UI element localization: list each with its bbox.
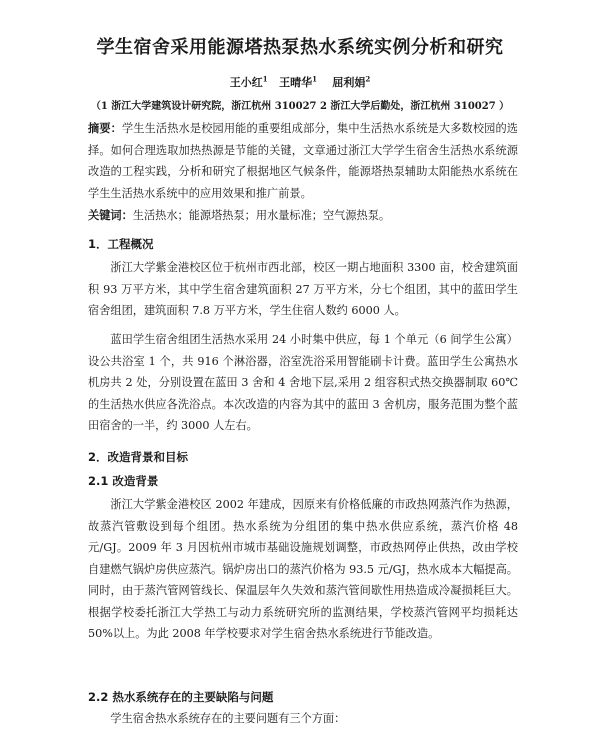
author-affil-mark: 2: [365, 74, 371, 84]
subsection-heading: 2.2 热水系统存在的主要缺陷与问题: [88, 690, 274, 704]
section-heading: 2．改造背景和目标: [88, 450, 189, 464]
affiliation-line: （1 浙江大学建筑设计研究院，浙江杭州 310027 2 浙江大学后勤处，浙江杭州 310027 ）: [90, 101, 510, 112]
body-paragraph: 浙江大学紫金港校区 2002 年建成，因原来有价格低廉的市政热网蒸汽作为热源，故蒸汽管敷设到每个组团。热水系统为分组团的集中热水供应系统，蒸汽价格 48 元/GJ。2009 年 3 月因杭州市城市基础设施规划调整，市政热网停止供热，改由学校自建燃气锅炉房供应蒸汽。锅炉房出口的蒸汽价格为 93.5 元/GJ，热水成本大幅提高。同时，由于蒸汽管网管线长、保温层年久失效和蒸汽管间歇性用热造成冷凝损耗巨大。根据学校委托浙江大学热工与动力系统研究所的监测结果，学校蒸汽管网平均损耗达 50%以上。为此 2008 年学校要求对学生宿舍热水系统进行节能改造。: [88, 498, 518, 640]
section-heading: 1．工程概况: [88, 237, 154, 251]
abstract: [88, 118, 518, 204]
body-paragraph: 学生宿舍热水系统存在的主要问题有三个方面：: [110, 712, 346, 725]
body-paragraph: 浙江大学紫金港校区位于杭州市西北部，校区一期占地面积 3300 亩，校舍建筑面积 93 万平方米，其中学生宿舍建筑面积 27 万平方米，分七个组团，其中的蓝田学生宿舍组团，建筑面积 7.8 万平方米，学生住宿人数约 6000 人。: [88, 261, 518, 317]
keywords: [88, 205, 518, 227]
author-line: [0, 74, 600, 90]
subsection-heading: 2.1 改造背景: [88, 474, 159, 488]
keywords-label: 关键词：: [88, 209, 133, 222]
author-name: 屈利娟: [332, 76, 366, 89]
author-name: 王晴华: [279, 76, 313, 89]
author-affil-mark: 1: [262, 74, 268, 84]
abstract-label: 摘要：: [88, 122, 122, 135]
author-affil-mark: 1: [312, 74, 318, 84]
author-name: 王小红: [229, 76, 263, 89]
paper-title: 学生宿舍采用能源塔热泵热水系统实例分析和研究: [96, 37, 504, 58]
keywords-text: 生活热水；能源塔热泵；用水量标准；空气源热泵。: [132, 209, 391, 222]
body-paragraph: 蓝田学生宿舍组团生活热水采用 24 小时集中供应，每 1 个单元（6 间学生公寓）设公共浴室 1 个，共 916 个淋浴器，浴室洗浴采用智能刷卡计费。蓝田学生公寓热水机房共 2 处，分别设置在蓝田 3 舍和 4 舍地下层,采用 2 组容积式热交换器制取 60℃的生活热水供应各洗浴点。本次改造的内容为其中的蓝田 3 舍机房，服务范围为整个蓝田宿舍的一半，约 3000 人左右。: [88, 333, 518, 432]
abstract-text: 学生生活热水是校园用能的重要组成部分，集中生活热水系统是大多数校园的选择。如何合理选取加热热源是节能的关键，文章通过浙江大学学生宿舍生活热水系统源改造的工程实践，分析和研究了根据地区气候条件，能源塔热泵辅助太阳能热水系统在学生生活热水系统中的应用效果和推广前景。: [88, 122, 518, 200]
